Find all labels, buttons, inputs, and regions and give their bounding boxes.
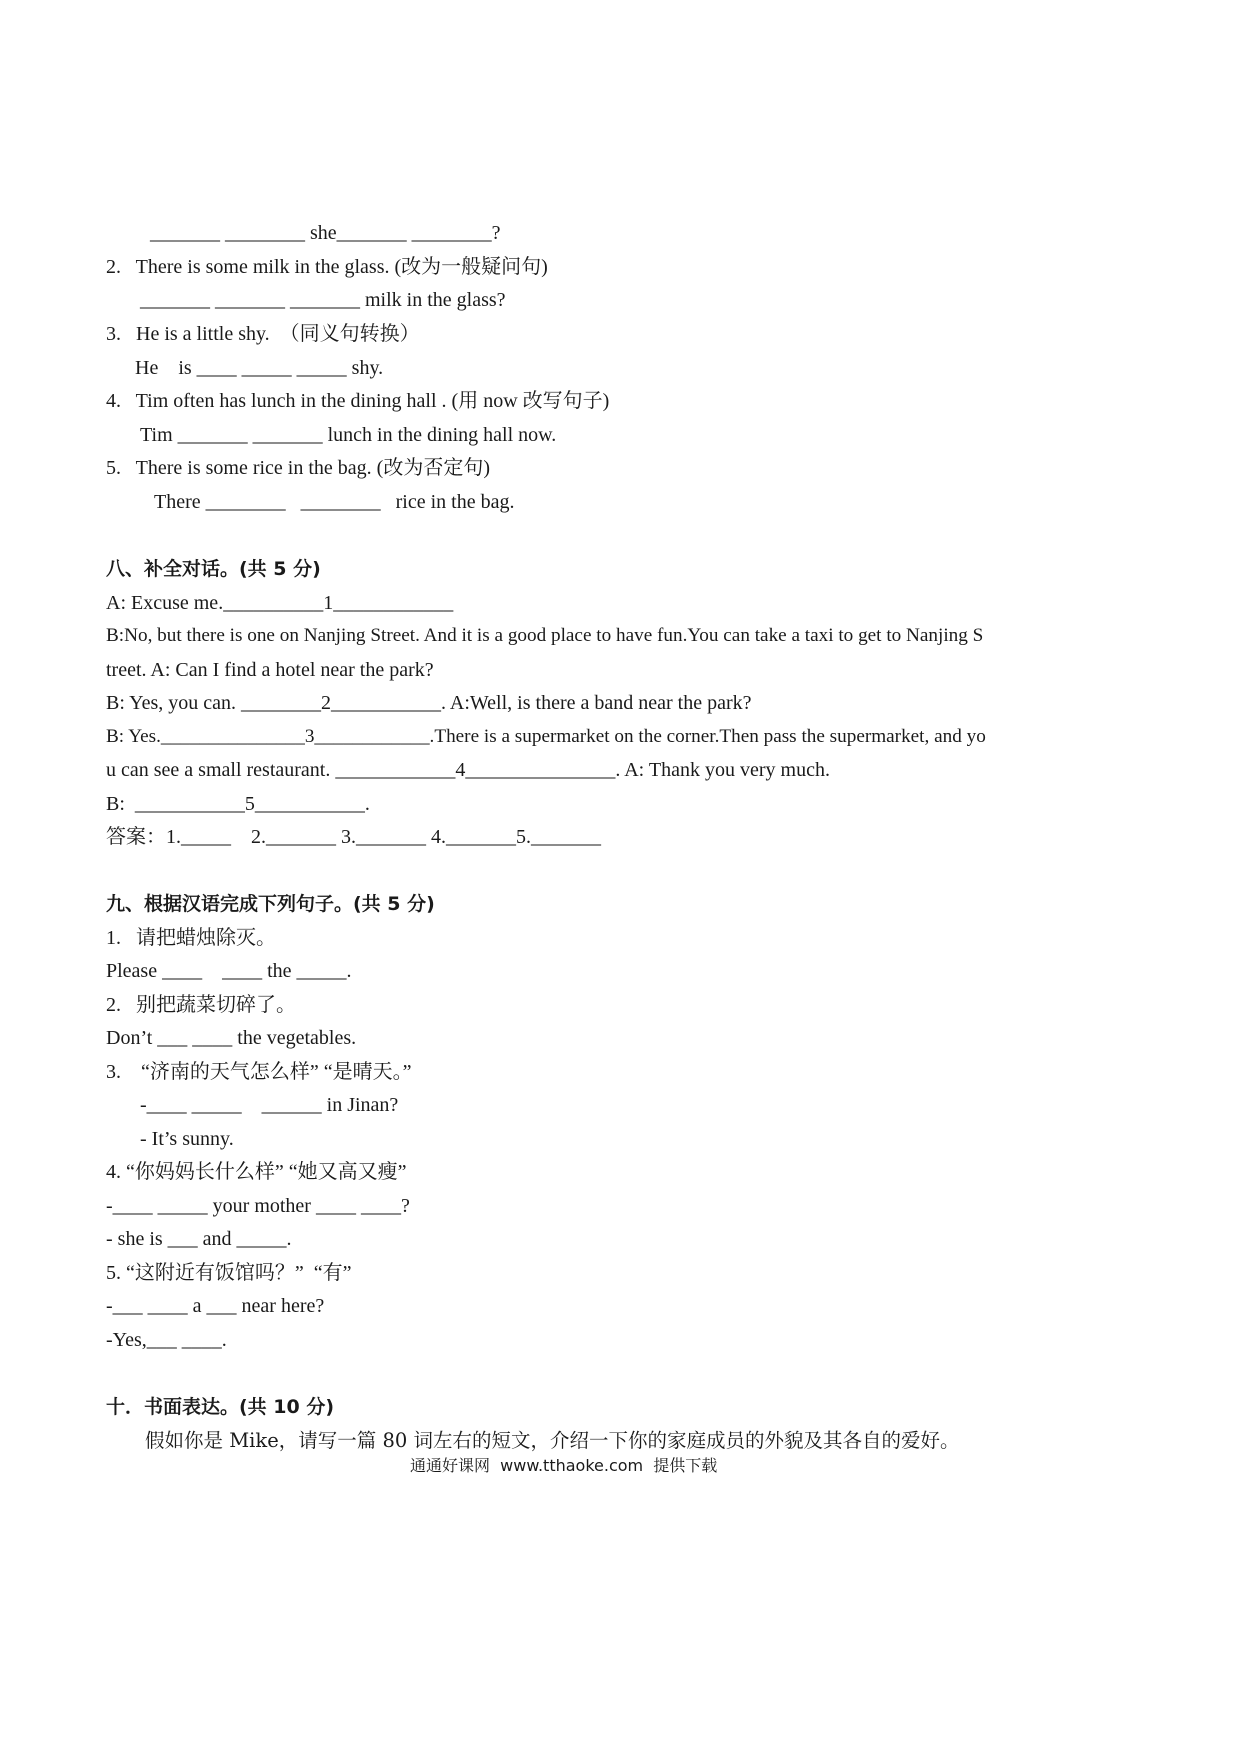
s7-question-2: 2. There is some milk in the glass. (改为一般疑问句) xyxy=(106,256,548,278)
section-9-title: 九、根据汉语完成下列句子。(共 5 分) xyxy=(106,893,435,915)
writing-prompt: 假如你是 Mike，请写一篇 80 词左右的短文，介绍一下你的家庭成员的外貌及其各自的爱好。 xyxy=(145,1429,960,1452)
section-8-title: 八、补全对话。(共 5 分) xyxy=(106,558,321,580)
s9-question-1: 1. 请把蜡烛除灭。 xyxy=(106,927,276,949)
section-8-answers: 答案：1._____ 2._______ 3._______ 4._______5._______ xyxy=(106,826,601,848)
s7-answer-2: _______ _______ _______ milk in the glass? xyxy=(140,289,506,311)
s7-question-5: 5. There is some rice in the bag. (改为否定句) xyxy=(106,457,490,479)
s7-question-3: 3. He is a little shy. （同义句转换） xyxy=(106,323,420,345)
footer-credit: 通通好课网 www.tthaoke.com 提供下载 xyxy=(410,1456,718,1475)
s9-answer-3a: -____ _____ ______ in Jinan? xyxy=(140,1094,399,1116)
s9-answer-3b: - It’s sunny. xyxy=(140,1128,234,1150)
s7-answer-4: Tim _______ _______ lunch in the dining hall now. xyxy=(140,424,557,446)
s9-answer-1: Please ____ ____ the _____. xyxy=(106,960,352,982)
dialogue-line-7: B: ___________5___________. xyxy=(106,793,370,815)
s9-answer-5a: -___ ____ a ___ near here? xyxy=(106,1295,325,1317)
dialogue-line-3: treet. A: Can I find a hotel near the park? xyxy=(106,659,434,681)
s9-answer-5b: -Yes,___ ____. xyxy=(106,1329,227,1351)
s7-question-4: 4. Tim often has lunch in the dining hall . (用 now 改写句子) xyxy=(106,390,610,412)
dialogue-line-2: B:No, but there is one on Nanjing Street. And it is a good place to have fun.You can take a taxi to get to Nanjing S xyxy=(106,625,984,646)
s9-question-3: 3. “济南的天气怎么样” “是晴天。” xyxy=(106,1061,412,1083)
s7-blank-line: _______ ________ she_______ ________? xyxy=(145,222,501,244)
dialogue-line-6: u can see a small restaurant. ____________4_______________. A: Thank you very much. xyxy=(106,759,830,781)
s9-question-4: 4. “你妈妈长什么样” “她又高又瘦” xyxy=(106,1161,407,1183)
dialogue-line-4: B: Yes, you can. ________2___________. A:Well, is there a band near the park? xyxy=(106,692,752,714)
s9-answer-4b: - she is ___ and _____. xyxy=(106,1228,292,1250)
s7-answer-5: There ________ ________ rice in the bag. xyxy=(154,491,515,513)
s9-question-5: 5. “这附近有饭馆吗？” “有” xyxy=(106,1262,352,1284)
dialogue-line-5: B: Yes._______________3____________.There is a supermarket on the corner.Then pass the supermarket, and yo xyxy=(106,726,986,747)
s9-answer-2: Don’t ___ ____ the vegetables. xyxy=(106,1027,357,1049)
section-10-title: 十．书面表达。(共 10 分) xyxy=(106,1396,335,1418)
s7-answer-3: He is ____ _____ _____ shy. xyxy=(135,357,384,379)
s9-question-2: 2. 别把蔬菜切碎了。 xyxy=(106,994,296,1016)
dialogue-line-1: A: Excuse me.__________1____________ xyxy=(106,592,454,614)
s9-answer-4a: -____ _____ your mother ____ ____? xyxy=(106,1195,410,1217)
